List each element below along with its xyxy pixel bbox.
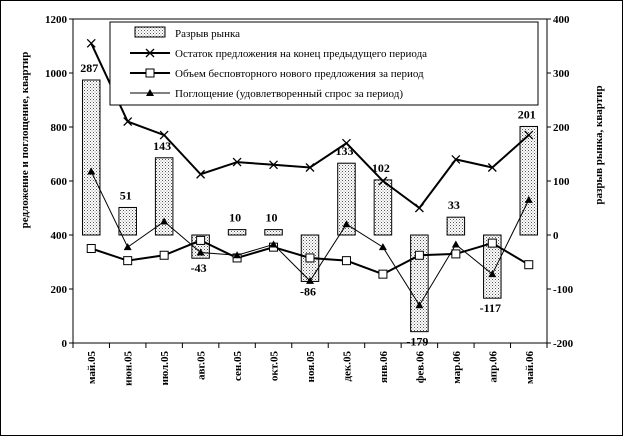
y-right-tick-label: -100 (553, 284, 574, 296)
gap-bar-label: -43 (190, 261, 207, 276)
y-left-tick-label: 1000 (45, 68, 67, 80)
x-tick-label: апр.06 (487, 351, 500, 383)
square-marker (342, 257, 350, 265)
square-marker (306, 254, 314, 262)
square-marker (525, 261, 533, 269)
x-tick-label: ноя.05 (305, 351, 317, 383)
gap-bar-label: 10 (265, 210, 278, 225)
x-axis (73, 343, 547, 386)
y-left-tick-label: 1200 (45, 14, 67, 26)
x-tick-label: фев.06 (414, 351, 427, 384)
y-right-tick-label: 100 (553, 176, 570, 188)
x-tick-label: июл.05 (159, 351, 172, 386)
gap-bar (82, 80, 100, 235)
x-tick-label: май.06 (523, 351, 536, 385)
x-tick-label: май.05 (86, 351, 99, 385)
gap-bar-label: -86 (300, 284, 316, 299)
y-right-tick-label: -200 (553, 338, 574, 350)
gap-bar (520, 126, 538, 235)
square-marker (379, 270, 387, 278)
square-marker (488, 239, 496, 247)
x-tick-label: мар.06 (450, 351, 463, 384)
legend-item-remaining (130, 48, 427, 60)
x-tick-label: янв.06 (377, 351, 390, 383)
gap-bar-label: 287 (80, 61, 99, 76)
y-left-tick-label: 600 (50, 176, 67, 188)
gap-bar-label: -117 (479, 301, 501, 316)
y-right-tick-label: 300 (553, 68, 570, 80)
y-left-tick-label: 400 (50, 230, 67, 242)
gap-bar-label: -179 (406, 334, 429, 349)
square-marker (452, 250, 460, 258)
y-right-tick-label: 400 (553, 14, 570, 26)
gap-bar-label: 10 (229, 210, 242, 225)
x-tick-label: июн.05 (122, 351, 135, 386)
x-tick-label: дек.05 (341, 351, 354, 382)
legend-label-new-supply: Объем бесповторного нового предложения за период (175, 68, 424, 80)
y-axis-right-label: разрыв рынка, квартир (593, 85, 605, 205)
gap-bar-label: 143 (153, 138, 172, 153)
legend-label-remaining: Остаток предложения на конец предыдущего периода (175, 48, 428, 60)
gap-bar-label: 51 (119, 188, 132, 203)
legend-bar-swatch (135, 27, 165, 37)
square-marker (124, 257, 132, 265)
square-marker (197, 236, 205, 244)
square-marker (87, 245, 95, 253)
square-marker (160, 251, 168, 259)
y-left-tick-label: 0 (61, 338, 67, 350)
y-right-tick-label: 200 (553, 122, 570, 134)
right-axis (547, 14, 574, 350)
gap-bar (447, 217, 465, 235)
y-axis-left-label: редложение и поглощение, квартир (19, 51, 31, 229)
legend-square-marker (146, 69, 154, 77)
legend (110, 22, 538, 105)
gap-bar-label: 133 (335, 144, 354, 159)
y-left-tick-label: 200 (50, 284, 67, 296)
square-marker (415, 251, 423, 259)
gap-bar-label: 102 (371, 160, 390, 175)
x-tick-label: окт.05 (268, 351, 281, 382)
gap-bar (265, 230, 283, 235)
gap-bar (411, 235, 429, 332)
gap-bar (228, 230, 246, 235)
x-tick-label: сен.05 (232, 351, 245, 381)
gap-bar (119, 207, 137, 235)
y-right-tick-label: 0 (553, 230, 559, 242)
gap-bar-label: 33 (447, 198, 460, 213)
gap-bar (374, 180, 392, 235)
x-tick-label: авг.05 (195, 351, 208, 380)
gap-bar-label: 201 (517, 107, 536, 122)
legend-item-new-supply (130, 68, 424, 80)
left-axis (45, 14, 73, 350)
legend-label-gap: Разрыв рынка (175, 28, 241, 40)
legend-label-absorption: Поглощение (удовлетворенный спрос за период) (175, 88, 403, 100)
y-left-tick-label: 800 (50, 122, 67, 134)
